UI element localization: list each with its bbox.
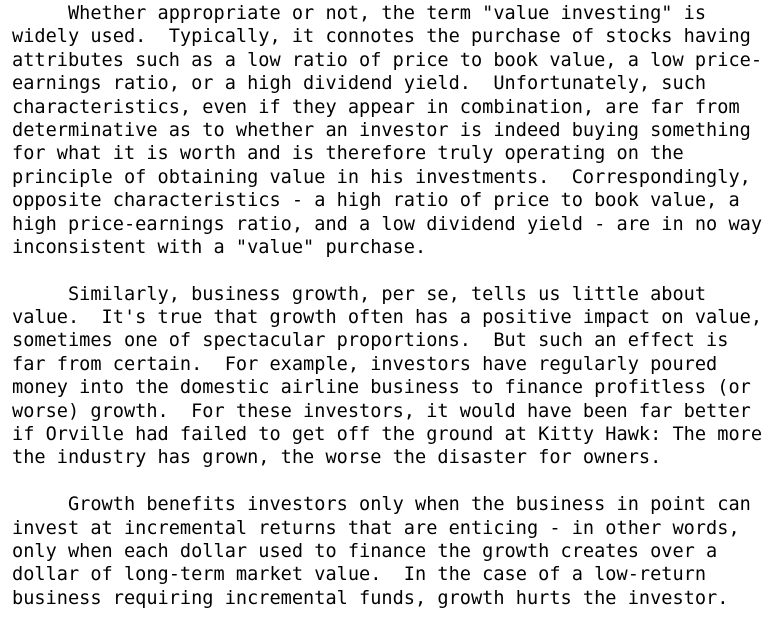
text-line: attributes such as a low ratio of price to book value, a low price- xyxy=(12,49,763,71)
text-line: dollar of long-term market value. In the case of a low-return xyxy=(12,564,707,586)
text-line: inconsistent with a "value" purchase. xyxy=(12,236,427,258)
text-line: Growth benefits investors only when the business in point can xyxy=(12,494,751,516)
text-line: money into the domestic airline business to finance profitless (or xyxy=(12,377,751,399)
text-line: Whether appropriate or not, the term "value investing" is xyxy=(12,3,707,24)
text-line: sometimes one of spectacular proportions. But such an effect is xyxy=(12,330,729,352)
text-line: if Orville had failed to get off the ground at Kitty Hawk: The more xyxy=(12,424,763,446)
text-line: value. It's true that growth often has a positive impact on value, xyxy=(12,307,763,329)
text-line: determinative as to whether an investor is indeed buying something xyxy=(12,119,751,141)
paragraph-business-growth xyxy=(12,283,769,470)
text-line: far from certain. For example, investors have regularly poured xyxy=(12,353,718,375)
paragraph-spacer xyxy=(12,470,769,493)
text-line: worse) growth. For these investors, it would have been far better xyxy=(12,400,751,422)
text-line: business requiring incremental funds, growth hurts the investor. xyxy=(12,587,729,609)
text-line: opposite characteristics - a high ratio of price to book value, a xyxy=(12,190,740,212)
text-line: characteristics, even if they appear in combination, are far from xyxy=(12,96,740,118)
text-line: widely used. Typically, it connotes the purchase of stocks having xyxy=(12,26,751,48)
paragraph-spacer xyxy=(12,259,769,282)
text-line: high price-earnings ratio, and a low dividend yield - are in no way xyxy=(12,213,763,235)
text-line: principle of obtaining value in his investments. Correspondingly, xyxy=(12,166,751,188)
paragraph-value-investing xyxy=(12,2,769,259)
paragraph-growth-benefits xyxy=(12,493,769,610)
text-line: for what it is worth and is therefore truly operating on the xyxy=(12,143,684,165)
text-line: earnings ratio, or a high dividend yield. Unfortunately, such xyxy=(12,73,707,95)
text-line: invest at incremental returns that are enticing - in other words, xyxy=(12,517,740,539)
text-line: Similarly, business growth, per se, tells us little about xyxy=(12,283,707,305)
text-line: the industry has grown, the worse the disaster for owners. xyxy=(12,447,662,469)
text-line: only when each dollar used to finance the growth creates over a xyxy=(12,540,718,562)
